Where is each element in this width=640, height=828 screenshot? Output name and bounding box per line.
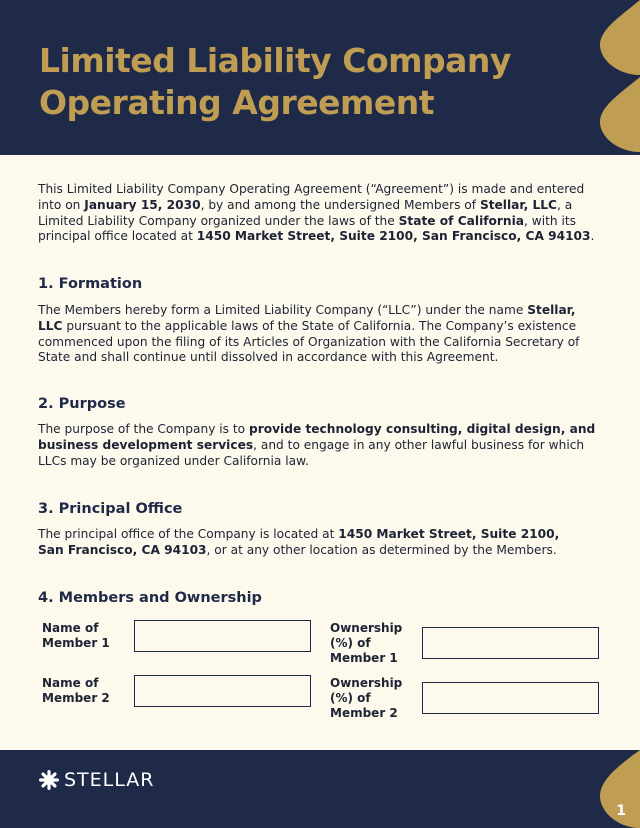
member-1-name-input[interactable]: [134, 620, 311, 652]
section-title-members: 4. Members and Ownership: [38, 590, 262, 606]
section-title-purpose: 2. Purpose: [38, 396, 126, 412]
star-burst-icon: [38, 769, 60, 791]
leaf-shape-top: [600, 0, 640, 75]
agreement-date: January 15, 2030: [84, 197, 201, 212]
member-2-ownership-input[interactable]: [422, 682, 599, 714]
purpose-services: provide technology consulting, digital design, and business development services: [38, 422, 596, 452]
office-address-line-1: 1450 Market Street, Suite 2100,: [338, 527, 560, 541]
footer-banner: [0, 750, 640, 828]
section-body-formation: The Members hereby form a Limited Liability Company (“LLC”) under the name Stellar, LLC pursuant to the applicable laws of the State of California. The Company’s existence commenced upon the filing of its Articles of Organization with the California Secretary of State and shall continue until dissolved in accordance with this Agreement.: [38, 303, 580, 365]
member-1-ownership-label: Ownership (%) of Member 1: [330, 621, 403, 665]
intro-text-5: .: [590, 229, 595, 244]
leaf-shape-bottom: [600, 77, 640, 152]
intro-text-2: , by and among the undersigned Members of: [200, 197, 480, 212]
page-number: 1: [616, 803, 626, 819]
brand-name: STELLAR: [64, 769, 155, 791]
intro-paragraph: [38, 182, 600, 245]
intro-text-4: , with its principal office located at: [38, 213, 577, 244]
header-banner: [0, 0, 640, 155]
section-title-office: 3. Principal Office: [38, 501, 183, 517]
member-1-ownership-input[interactable]: [422, 627, 599, 659]
office-address: 1450 Market Street, Suite 2100, San Francisco, CA 94103: [196, 229, 591, 244]
section-body-office: The principal office of the Company is located at 1450 Market Street, Suite 2100, San Francisco, CA 94103, or at any other location as determined by the Members.: [38, 527, 560, 557]
decorative-leaf-shapes: [600, 0, 640, 155]
section-body-purpose: The purpose of the Company is to provide technology consulting, digital design, and business development services, and to engage in any other lawful business for which LLCs may be organized under California law.: [38, 422, 596, 468]
member-2-name-input[interactable]: [134, 675, 311, 707]
member-2-ownership-label: Ownership (%) of Member 2: [330, 676, 403, 720]
state-name: State of California: [398, 213, 525, 228]
office-address-line-2: San Francisco, CA 94103: [38, 542, 207, 557]
member-2-name-label: Name of Member 2: [42, 676, 110, 705]
document-title: [39, 40, 511, 124]
formation-company-name: Stellar, LLC: [38, 303, 576, 333]
section-title-formation: 1. Formation: [38, 276, 143, 292]
company-name: Stellar, LLC: [479, 197, 557, 212]
title-line-2: Operating Agreement: [39, 83, 435, 122]
member-1-name-label: Name of Member 1: [42, 621, 110, 650]
stellar-logo: [38, 769, 154, 791]
intro-text-1: This Limited Liability Company Operating Agreement (“Agreement”) is made and entered into on: [38, 182, 585, 212]
intro-text-3: , a Limited Liability Company organized under the laws of the: [38, 197, 573, 228]
title-line-1: Limited Liability Company: [39, 41, 511, 80]
